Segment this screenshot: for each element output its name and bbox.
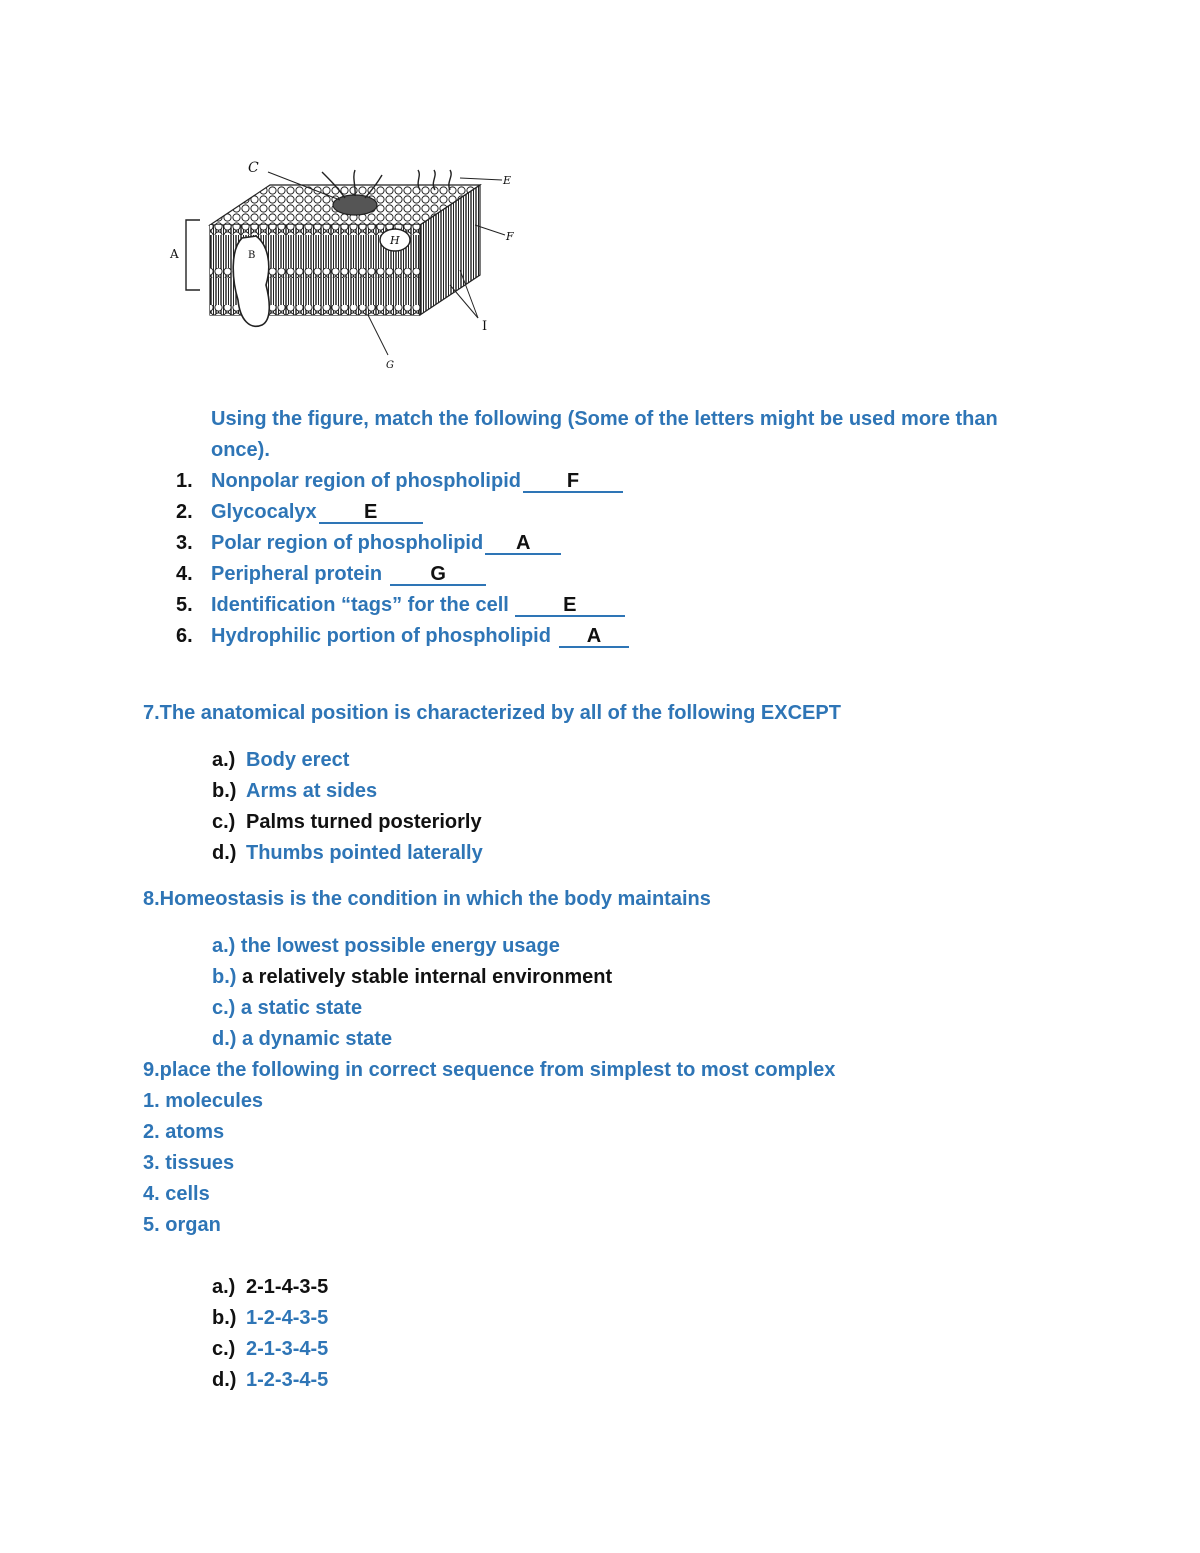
question-8: 8.Homeostasis is the condition in which the body maintains <box>143 888 711 910</box>
match-answer[interactable]: A <box>559 626 629 648</box>
q9-option-a[interactable] <box>212 1275 328 1299</box>
option-text: a static state <box>240 997 363 1019</box>
q9-item: 2. atoms <box>143 1121 225 1143</box>
question-7: 7.The anatomical position is characterized by all of the following EXCEPT <box>143 702 841 724</box>
option-label: b.) <box>212 966 237 988</box>
option-text: a relatively stable internal environment <box>242 966 613 988</box>
match-item <box>211 469 623 493</box>
match-number: 3. <box>176 532 193 554</box>
match-answer[interactable]: E <box>515 595 625 617</box>
q7-option-b[interactable] <box>212 779 377 803</box>
match-item <box>211 562 486 586</box>
option-text: the lowest possible energy usage <box>240 935 560 957</box>
cell-membrane-figure <box>160 150 530 370</box>
figure-label-b: B <box>248 250 256 261</box>
q9-item: 5. organ <box>143 1214 221 1236</box>
option-label: c.) <box>212 997 236 1019</box>
q9-item: 3. tissues <box>143 1152 235 1174</box>
question-9: 9.place the following in correct sequence from simplest to most complex <box>143 1059 836 1081</box>
match-item-text: Identification “tags” for the cell <box>211 594 509 616</box>
q8-option-b[interactable] <box>212 965 612 989</box>
figure-label-h: H <box>390 234 400 247</box>
match-item <box>211 593 625 617</box>
figure-label-a: A <box>170 247 179 261</box>
option-label: a.) <box>212 1276 236 1298</box>
option-text: 2-1-3-4-5 <box>246 1338 329 1360</box>
q7-option-c[interactable] <box>212 810 482 834</box>
figure-label-i: I <box>482 319 488 334</box>
intro-line-2: once). <box>211 439 270 461</box>
q8-option-a[interactable] <box>212 934 560 958</box>
match-item <box>211 531 561 555</box>
match-number: 6. <box>176 625 193 647</box>
match-number: 5. <box>176 594 193 616</box>
q8-option-c[interactable] <box>212 996 362 1020</box>
option-label: c.) <box>212 1338 236 1360</box>
q9-option-d[interactable] <box>212 1368 328 1392</box>
q7-option-a[interactable] <box>212 748 349 772</box>
match-number: 1. <box>176 470 193 492</box>
match-number: 2. <box>176 501 193 523</box>
match-number: 4. <box>176 563 193 585</box>
match-answer[interactable]: A <box>485 533 561 555</box>
option-text: 1-2-3-4-5 <box>246 1369 329 1391</box>
q8-option-d[interactable] <box>212 1027 392 1051</box>
figure-label-e: E <box>503 174 512 187</box>
option-label: b.) <box>212 1307 237 1329</box>
match-item <box>211 624 629 648</box>
figure-label-g: G <box>386 360 394 370</box>
q9-item: 4. cells <box>143 1183 210 1205</box>
option-text: Body erect <box>246 749 350 771</box>
q9-item: 1. molecules <box>143 1090 264 1112</box>
option-label: a.) <box>212 935 236 957</box>
option-label: a.) <box>212 749 236 771</box>
match-answer[interactable]: G <box>390 564 486 586</box>
option-text: 2-1-4-3-5 <box>246 1276 329 1298</box>
q9-option-b[interactable] <box>212 1306 328 1330</box>
option-text: Thumbs pointed laterally <box>246 842 483 864</box>
q7-option-d[interactable] <box>212 841 483 865</box>
option-label: d.) <box>212 1028 237 1050</box>
option-label: c.) <box>212 811 236 833</box>
option-label: b.) <box>212 780 237 802</box>
option-label: d.) <box>212 842 237 864</box>
intro-line-1: Using the figure, match the following (Some of the letters might be used more than <box>211 408 998 430</box>
match-item-text: Glycocalyx <box>211 501 317 523</box>
match-item-text: Peripheral protein <box>211 563 383 585</box>
match-item-text: Hydrophilic portion of phospholipid <box>211 625 551 647</box>
figure-label-f: F <box>506 230 514 243</box>
match-item-text: Nonpolar region of phospholipid <box>211 470 521 492</box>
option-label: d.) <box>212 1369 237 1391</box>
option-text: 1-2-4-3-5 <box>246 1307 329 1329</box>
match-answer[interactable]: F <box>523 471 623 493</box>
match-item-text: Polar region of phospholipid <box>211 532 484 554</box>
match-item <box>211 500 423 524</box>
option-text: a dynamic state <box>242 1028 393 1050</box>
option-text: Arms at sides <box>246 780 378 802</box>
match-answer[interactable]: E <box>319 502 423 524</box>
option-text: Palms turned posteriorly <box>246 811 482 833</box>
figure-label-c: C <box>248 160 259 176</box>
q9-option-c[interactable] <box>212 1337 328 1361</box>
